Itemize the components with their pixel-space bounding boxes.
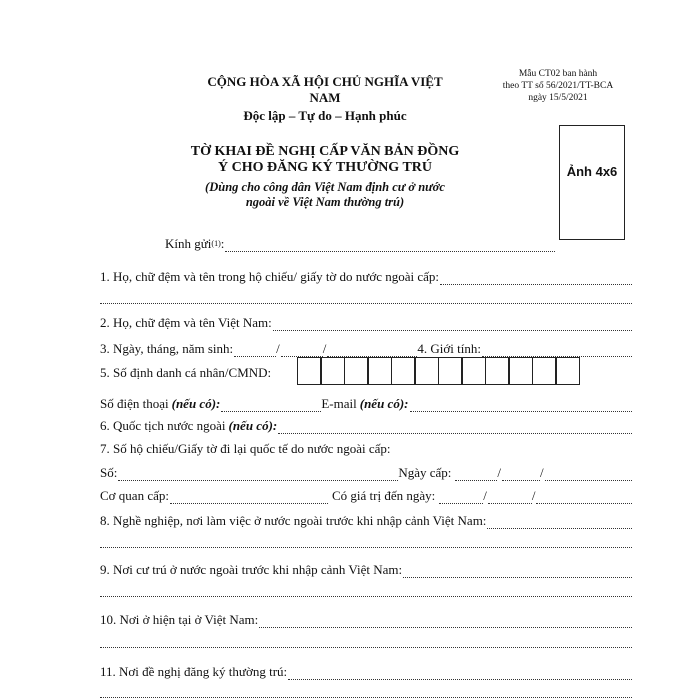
id-digit-box[interactable] bbox=[344, 357, 369, 385]
email-input[interactable] bbox=[410, 399, 633, 412]
gender-input[interactable] bbox=[482, 344, 632, 357]
kinh-gui-input[interactable] bbox=[225, 239, 555, 252]
id-digit-box[interactable] bbox=[508, 357, 533, 385]
date-slash: / bbox=[276, 341, 280, 356]
contact-row bbox=[100, 396, 632, 412]
id-number-boxes bbox=[298, 357, 580, 385]
field-8-label: 8. Nghề nghiệp, nơi làm việc ở nước ngoài trước khi nhập cảnh Việt Nam: bbox=[100, 513, 487, 528]
birth-day-input[interactable] bbox=[234, 344, 276, 357]
field-10-row bbox=[100, 612, 632, 628]
kinh-gui-row bbox=[165, 236, 555, 252]
field-7-row bbox=[100, 441, 390, 457]
id-digit-box[interactable] bbox=[297, 357, 322, 385]
date-slash: / bbox=[531, 488, 536, 503]
field-11-extra-line[interactable] bbox=[100, 696, 632, 698]
field-8-row bbox=[100, 513, 632, 529]
issuer-row bbox=[100, 488, 632, 504]
id-digit-box[interactable] bbox=[320, 357, 345, 385]
field-5-row bbox=[100, 365, 271, 381]
birth-year-input[interactable] bbox=[327, 344, 417, 357]
form-title: TỜ KHAI ĐỀ NGHỊ CẤP VĂN BẢN ĐỒNG Ý CHO ĐĂNG KÝ THƯỜNG TRÚ bbox=[190, 144, 460, 175]
field-6-row bbox=[100, 418, 632, 434]
field-4-label: 4. Giới tính: bbox=[417, 341, 481, 356]
email-label: E-mail bbox=[321, 396, 357, 411]
field-5-label: 5. Số định danh cá nhân/CMND: bbox=[100, 365, 272, 380]
field-1-row bbox=[100, 269, 632, 285]
form-subtitle: (Dùng cho công dân Việt Nam định cư ở nước ngoài về Việt Nam thường trú) bbox=[205, 180, 445, 209]
co-quan-cap-label: Cơ quan cấp: bbox=[100, 488, 169, 503]
id-digit-box[interactable] bbox=[532, 357, 557, 385]
form-number-line2: theo TT số 56/2021/TT-BCA bbox=[502, 81, 614, 91]
issue-day-input[interactable] bbox=[455, 468, 497, 481]
field-6-input[interactable] bbox=[278, 421, 632, 434]
form-number-line1: Mẫu CT02 ban hành bbox=[518, 69, 598, 79]
field-1-input[interactable] bbox=[440, 272, 632, 285]
form-number-line3: ngày 15/5/2021 bbox=[528, 93, 588, 103]
email-note: (nếu có): bbox=[359, 396, 409, 411]
field-9-label: 9. Nơi cư trú ở nước ngoài trước khi nhập cảnh Việt Nam: bbox=[100, 562, 403, 577]
field-8-extra-line[interactable] bbox=[100, 546, 632, 548]
date-slash: / bbox=[497, 465, 502, 480]
valid-year-input[interactable] bbox=[536, 491, 632, 504]
issue-year-input[interactable] bbox=[545, 468, 632, 481]
kinh-gui-note: (1) bbox=[211, 239, 221, 248]
phone-note: (nếu có): bbox=[171, 396, 221, 411]
id-digit-box[interactable] bbox=[438, 357, 463, 385]
passport-number-row bbox=[100, 465, 632, 481]
valid-day-input[interactable] bbox=[439, 491, 483, 504]
field-7-label: 7. Số hộ chiếu/Giấy tờ đi lại quốc tế do nước ngoài cấp: bbox=[100, 441, 391, 456]
photo-label: Ảnh 4x6 bbox=[566, 164, 618, 179]
field-11-row bbox=[100, 664, 632, 680]
field-2-row bbox=[100, 315, 632, 331]
field-9-extra-line[interactable] bbox=[100, 595, 632, 597]
field-9-input[interactable] bbox=[403, 565, 632, 578]
photo-box bbox=[559, 125, 625, 240]
birth-month-input[interactable] bbox=[281, 344, 323, 357]
date-slash: / bbox=[483, 488, 487, 503]
passport-number-input[interactable] bbox=[118, 468, 398, 481]
id-digit-box[interactable] bbox=[555, 357, 580, 385]
date-slash: / bbox=[540, 465, 544, 480]
field-1-extra-line[interactable] bbox=[100, 302, 632, 304]
field-10-extra-line[interactable] bbox=[100, 646, 632, 648]
field-6-note: (nếu có): bbox=[228, 418, 278, 433]
date-slash: / bbox=[322, 341, 327, 356]
field-11-label: 11. Nơi đề nghị đăng ký thường trú: bbox=[100, 664, 288, 679]
valid-month-input[interactable] bbox=[488, 491, 532, 504]
field-11-input[interactable] bbox=[288, 667, 632, 680]
field-6-label: 6. Quốc tịch nước ngoài bbox=[100, 418, 226, 433]
field-10-input[interactable] bbox=[259, 615, 632, 628]
id-digit-box[interactable] bbox=[461, 357, 486, 385]
co-gia-tri-label: Có giá trị đến ngày: bbox=[331, 488, 436, 503]
ngay-cap-label: Ngày cấp: bbox=[398, 465, 452, 480]
kinh-gui-colon: : bbox=[220, 236, 225, 251]
field-9-row bbox=[100, 562, 632, 578]
id-digit-box[interactable] bbox=[414, 357, 439, 385]
so-label: Số: bbox=[100, 465, 118, 480]
issue-month-input[interactable] bbox=[502, 468, 540, 481]
id-digit-box[interactable] bbox=[391, 357, 416, 385]
national-name: CỘNG HÒA XÃ HỘI CHỦ NGHĨA VIỆT NAM bbox=[207, 74, 443, 105]
field-8-input[interactable] bbox=[487, 516, 632, 529]
field-10-label: 10. Nơi ở hiện tại ở Việt Nam: bbox=[100, 612, 259, 627]
motto: Độc lập – Tự do – Hạnh phúc bbox=[243, 108, 407, 123]
kinh-gui-label: Kính gửi bbox=[165, 236, 212, 251]
form-number bbox=[488, 68, 628, 104]
field-3-label: 3. Ngày, tháng, năm sinh: bbox=[100, 341, 234, 356]
field-1-label: 1. Họ, chữ đệm và tên trong hộ chiếu/ giấy tờ do nước ngoài cấp: bbox=[100, 269, 440, 284]
issuer-input[interactable] bbox=[170, 491, 328, 504]
id-digit-box[interactable] bbox=[367, 357, 392, 385]
field-2-input[interactable] bbox=[273, 318, 632, 331]
phone-label: Số điện thoại bbox=[100, 396, 169, 411]
phone-input[interactable] bbox=[221, 399, 321, 412]
id-digit-box[interactable] bbox=[485, 357, 510, 385]
field-3-4-row bbox=[100, 341, 632, 357]
field-2-label: 2. Họ, chữ đệm và tên Việt Nam: bbox=[100, 315, 272, 330]
